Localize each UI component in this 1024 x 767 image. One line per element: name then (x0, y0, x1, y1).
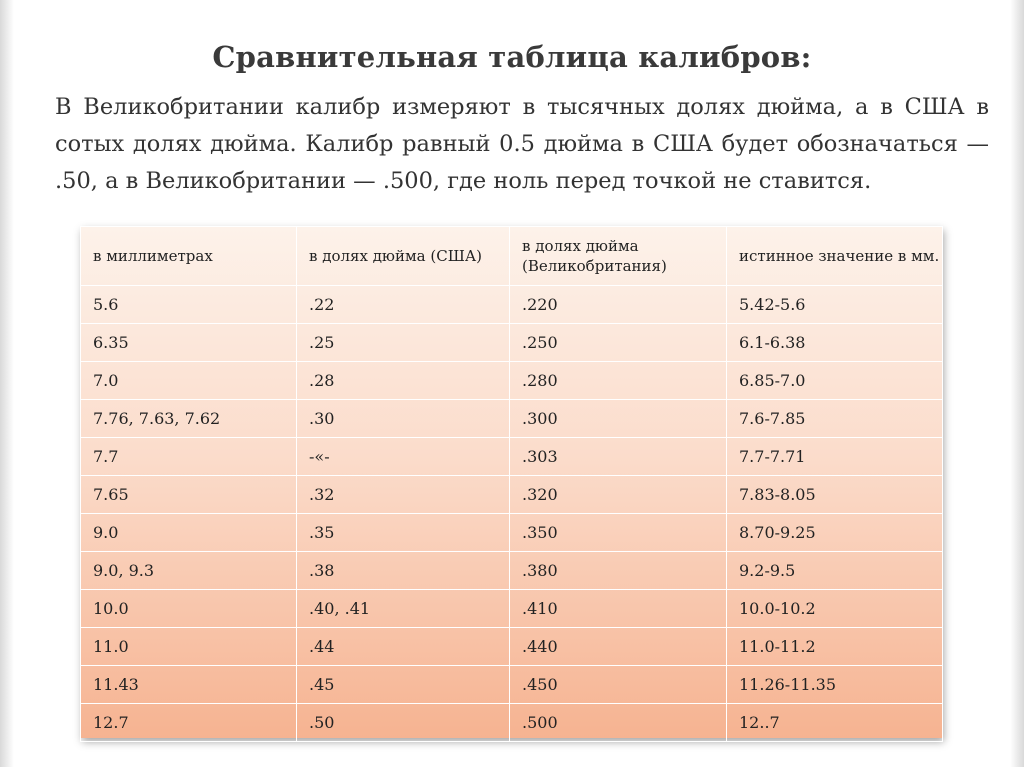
cell-inch-uk: .380 (510, 552, 727, 590)
cell-inch-uk: .350 (510, 514, 727, 552)
header-inch-uk: в долях дюйма (Великобритания) (510, 227, 727, 286)
cell-true-mm: 9.2-9.5 (727, 552, 943, 590)
cell-true-mm: 12..7 (727, 704, 943, 742)
cell-true-mm: 11.0-11.2 (727, 628, 943, 666)
cell-inch-usa: .32 (297, 476, 510, 514)
caliber-comparison-table (80, 226, 943, 742)
table-row (81, 514, 943, 552)
cell-true-mm: 8.70-9.25 (727, 514, 943, 552)
cell-mm: 11.0 (81, 628, 297, 666)
cell-mm: 10.0 (81, 590, 297, 628)
cell-inch-usa: .40, .41 (297, 590, 510, 628)
left-edge-shadow (0, 0, 14, 767)
header-inch-usa: в долях дюйма (США) (297, 227, 510, 286)
table-row (81, 628, 943, 666)
table-row (81, 666, 943, 704)
cell-true-mm: 5.42-5.6 (727, 286, 943, 324)
header-mm: в миллиметрах (81, 227, 297, 286)
table-header-row (81, 227, 943, 286)
cell-inch-uk: .440 (510, 628, 727, 666)
caliber-table-container (80, 226, 942, 738)
cell-true-mm: 7.83-8.05 (727, 476, 943, 514)
cell-inch-usa: .22 (297, 286, 510, 324)
cell-inch-uk: .410 (510, 590, 727, 628)
cell-true-mm: 6.85-7.0 (727, 362, 943, 400)
slide-title: Сравнительная таблица калибров: (212, 40, 812, 74)
cell-mm: 12.7 (81, 704, 297, 742)
table-row (81, 362, 943, 400)
cell-true-mm: 11.26-11.35 (727, 666, 943, 704)
table-row (81, 438, 943, 476)
cell-inch-usa: .25 (297, 324, 510, 362)
cell-mm: 9.0 (81, 514, 297, 552)
cell-inch-uk: .250 (510, 324, 727, 362)
cell-inch-usa: .44 (297, 628, 510, 666)
cell-inch-usa: .35 (297, 514, 510, 552)
cell-mm: 7.7 (81, 438, 297, 476)
cell-inch-uk: .450 (510, 666, 727, 704)
cell-mm: 7.76, 7.63, 7.62 (81, 400, 297, 438)
cell-true-mm: 7.7-7.71 (727, 438, 943, 476)
cell-mm: 9.0, 9.3 (81, 552, 297, 590)
cell-inch-uk: .320 (510, 476, 727, 514)
cell-inch-uk: .220 (510, 286, 727, 324)
table-row (81, 286, 943, 324)
cell-true-mm: 10.0-10.2 (727, 590, 943, 628)
cell-mm: 5.6 (81, 286, 297, 324)
cell-mm: 6.35 (81, 324, 297, 362)
table-row (81, 704, 943, 742)
table-row (81, 476, 943, 514)
cell-inch-usa: .45 (297, 666, 510, 704)
cell-inch-usa: .28 (297, 362, 510, 400)
cell-inch-usa: .30 (297, 400, 510, 438)
cell-inch-uk: .300 (510, 400, 727, 438)
cell-true-mm: 7.6-7.85 (727, 400, 943, 438)
cell-mm: 7.65 (81, 476, 297, 514)
cell-inch-usa: -«- (297, 438, 510, 476)
cell-inch-usa: .38 (297, 552, 510, 590)
intro-paragraph: В Великобритании калибр измеряют в тысячных долях дюйма, а в США в сотых долях дюйма. Калибр равный 0.5 дюйма в США будет обозначаться — .50, а в Великобритании — .500, где ноль перед точкой не ставится. (55, 94, 989, 194)
cell-inch-uk: .280 (510, 362, 727, 400)
cell-mm: 11.43 (81, 666, 297, 704)
table-row (81, 324, 943, 362)
table-row (81, 590, 943, 628)
table-row (81, 400, 943, 438)
cell-inch-usa: .50 (297, 704, 510, 742)
header-true-mm: истинное значение в мм. (727, 227, 943, 286)
cell-inch-uk: .500 (510, 704, 727, 742)
cell-inch-uk: .303 (510, 438, 727, 476)
cell-mm: 7.0 (81, 362, 297, 400)
right-edge-shadow (1010, 0, 1024, 767)
cell-true-mm: 6.1-6.38 (727, 324, 943, 362)
table-row (81, 552, 943, 590)
